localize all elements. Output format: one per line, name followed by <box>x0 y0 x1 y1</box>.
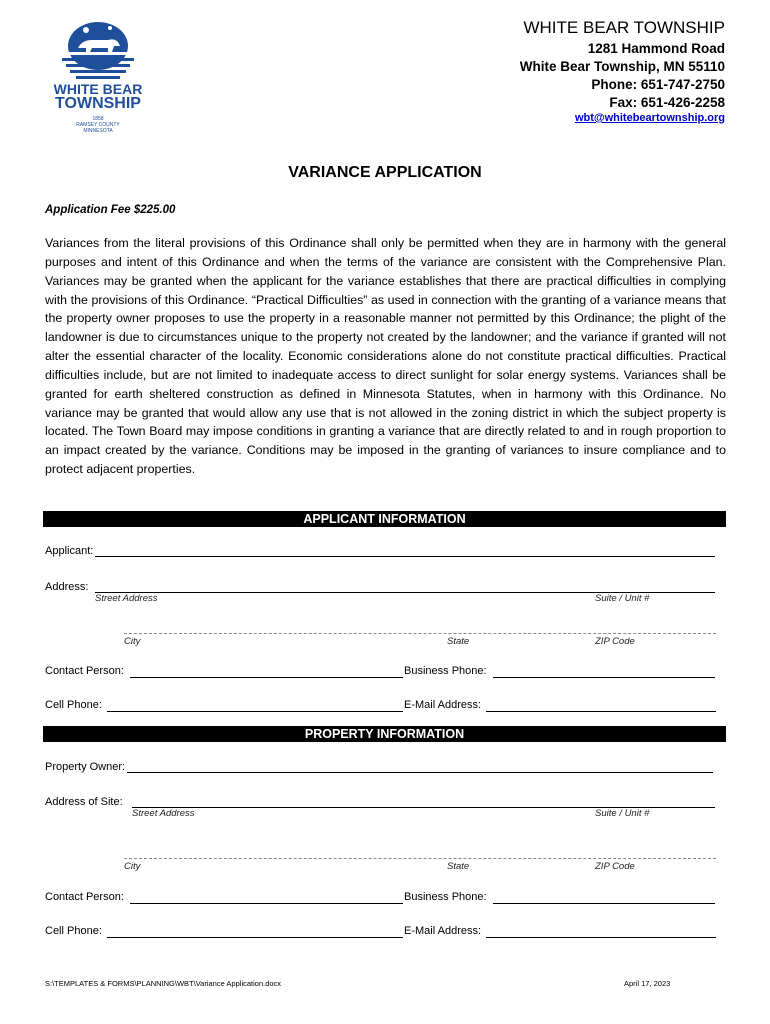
property-cell-label: Cell Phone: <box>45 925 102 937</box>
site-suite-caption: Suite / Unit # <box>595 808 650 819</box>
application-fee: Application Fee $225.00 <box>45 204 176 216</box>
applicant-field[interactable] <box>95 556 715 557</box>
property-contact-field[interactable] <box>130 903 403 904</box>
property-owner-label: Property Owner: <box>45 761 126 773</box>
site-street-caption: Street Address <box>132 808 195 819</box>
site-zip-caption: ZIP Code <box>595 861 635 872</box>
footer-date: April 17, 2023 <box>624 979 671 988</box>
email-link[interactable]: wbt@whitebeartownship.org <box>574 112 725 124</box>
email-address-label: E-Mail Address: <box>404 699 482 711</box>
logo-line3: 1858 <box>92 116 104 122</box>
site-address-city-field[interactable] <box>124 858 716 859</box>
zip-caption: ZIP Code <box>595 636 635 647</box>
applicant-info-banner: APPLICANT INFORMATION <box>43 511 726 527</box>
phone-number: Phone: 651-747-2750 <box>591 77 725 92</box>
contact-person-field[interactable] <box>130 677 403 678</box>
property-email-field[interactable] <box>486 937 716 938</box>
footer-file-path: S:\TEMPLATES & FORMS\PLANNING\WBT\Variance Application.docx <box>45 979 282 988</box>
site-city-caption: City <box>124 861 141 872</box>
business-phone-field[interactable] <box>493 677 715 678</box>
city-state-zip: White Bear Township, MN 55110 <box>519 59 725 74</box>
street-address-caption: Street Address <box>95 593 158 604</box>
property-info-banner: PROPERTY INFORMATION <box>43 726 726 742</box>
cell-phone-label: Cell Phone: <box>45 699 102 711</box>
variance-description: Variances from the literal provisions of this Ordinance shall only be permitted when they are in harmony with the general purposes and intent of this Ordinance and when the terms of the variance are consistent with the Comprehensive Plan. Variances may be granted when the applicant for the variance establishes that there are practical difficulties in complying with the provisions of this Ordinance. “Practical Difficulties” as used in connection with the granting of a variance means that the property owner proposes to use the property in a reasonable manner not permitted by this Ordinance; the plight of the landowner is due to circumstances unique to the property not created by the landowner; and the variance if granted will not alter the essential character of the locality. Economic considerations alone do not constitute practical difficulties. Practical difficulties include, but are not limited to inadequate access to direct sunlight for solar energy systems. Variances shall be granted for earth sheltered construction as defined in Minnesota Statutes, when in harmony with this Ordinance. No variance may be granted that would allow any use that is not allowed in the zoning district in which the subject property is located. The Town Board may impose conditions in granting a variance that are directly related to and in rough proportion to an impact created by the variance. Conditions may be imposed in the granting of variances to insure compliance and to protect adjacent properties. <box>45 236 726 477</box>
city-caption: City <box>124 636 141 647</box>
state-caption: State <box>447 636 470 647</box>
property-business-phone-field[interactable] <box>493 903 715 904</box>
applicant-label: Applicant: <box>45 545 94 557</box>
logo-line1: WHITE BEAR <box>53 81 143 97</box>
site-state-caption: State <box>447 861 470 872</box>
suite-caption: Suite / Unit # <box>595 593 650 604</box>
bear-emblem-icon <box>48 18 148 86</box>
property-business-phone-label: Business Phone: <box>404 891 487 903</box>
logo-line2: TOWNSHIP <box>55 95 141 112</box>
contact-person-label: Contact Person: <box>45 665 124 677</box>
logo-line5: MINNESOTA <box>83 128 113 134</box>
org-name: WHITE BEAR TOWNSHIP <box>523 18 725 37</box>
property-cell-field[interactable] <box>107 937 403 938</box>
logo-line4: RAMSEY COUNTY <box>76 122 120 128</box>
property-email-label: E-Mail Address: <box>404 925 482 937</box>
property-owner-field[interactable] <box>127 772 713 773</box>
email-address-field[interactable] <box>486 711 716 712</box>
page-title: VARIANCE APPLICATION <box>288 164 482 181</box>
business-phone-label: Business Phone: <box>404 665 487 677</box>
site-address-label: Address of Site: <box>45 796 123 808</box>
fax-number: Fax: 651-426-2258 <box>609 95 725 110</box>
property-contact-label: Contact Person: <box>45 891 124 903</box>
street-address: 1281 Hammond Road <box>587 41 725 56</box>
cell-phone-field[interactable] <box>107 711 403 712</box>
address-city-field[interactable] <box>124 633 716 634</box>
township-logo <box>48 18 148 140</box>
address-label: Address: <box>45 581 89 593</box>
